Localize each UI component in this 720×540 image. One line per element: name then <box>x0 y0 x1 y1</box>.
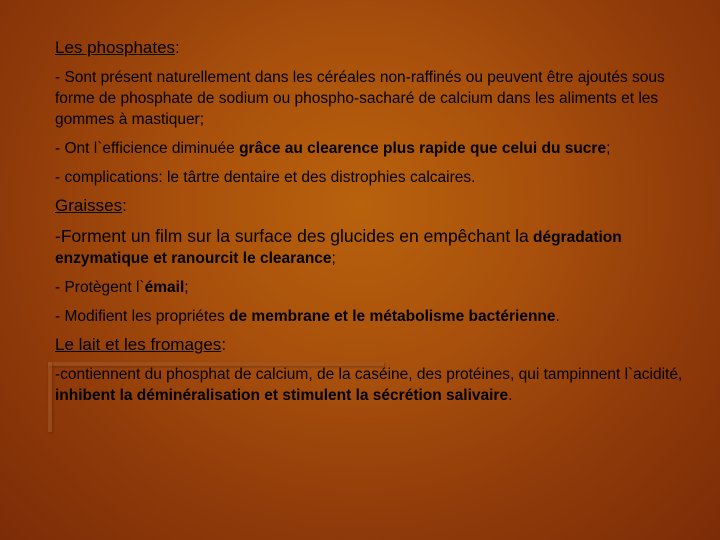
section-heading-graisses <box>55 196 695 216</box>
heading-title: Les phosphates <box>55 38 176 57</box>
decorative-vertical-line <box>48 362 52 432</box>
item-tail: ; <box>606 140 611 157</box>
graisses-item-3 <box>55 306 695 327</box>
item-bold-text: inhibent la déminéralisation et stimulent la sécrétion salivaire <box>55 387 509 404</box>
graisses-item-1 <box>55 225 695 269</box>
item-bold-text: de membrane et le métabolisme bactérienne <box>229 308 556 325</box>
heading-title: Graisses <box>55 196 123 215</box>
item-bold-text: grâce au clearence plus rapide que celui du sucre <box>239 140 607 157</box>
item-tail: ; <box>331 250 336 267</box>
item-text: -contiennent du phosphat de calcium, de la caséine, des protéines, qui tampinnent l`acidité, <box>55 366 683 383</box>
graisses-item-2 <box>55 277 695 298</box>
item-text: - Modifient les propriétes <box>55 308 225 325</box>
item-text: - Protègent l` <box>55 279 145 296</box>
item-bold-text: dégradation enzymatique et ranourcit le clearance <box>55 229 622 267</box>
item-tail: . <box>508 387 513 404</box>
item-text: -Forment un film sur la surface des glucides en empêchant la <box>55 226 529 246</box>
heading-title: Le lait et les fromages <box>55 335 222 354</box>
item-tail: . <box>555 308 560 325</box>
heading-colon: : <box>122 196 127 215</box>
phosphates-item-2 <box>55 138 695 159</box>
item-text: - Ont l`efficience diminuée <box>55 140 235 157</box>
heading-colon: : <box>221 335 227 354</box>
phosphates-item-3: - complications: le târtre dentaire et des distrophies calcaires. <box>55 169 476 186</box>
section-heading-phosphates <box>55 38 695 58</box>
item-bold-text: émail <box>144 279 185 296</box>
slide-content <box>55 38 695 414</box>
section-heading-lait-fromages <box>55 335 695 355</box>
heading-colon: : <box>175 38 180 57</box>
item-tail: ; <box>184 279 189 296</box>
phosphates-item-1: - Sont présent naturellement dans les céréales non-raffinés ou peuvent être ajoutés sous forme de phosphate de sodium ou phospho-sacharé de calcium dans les aliments et les gommes à mastiquer; <box>55 69 665 128</box>
lait-item-1 <box>55 364 695 406</box>
